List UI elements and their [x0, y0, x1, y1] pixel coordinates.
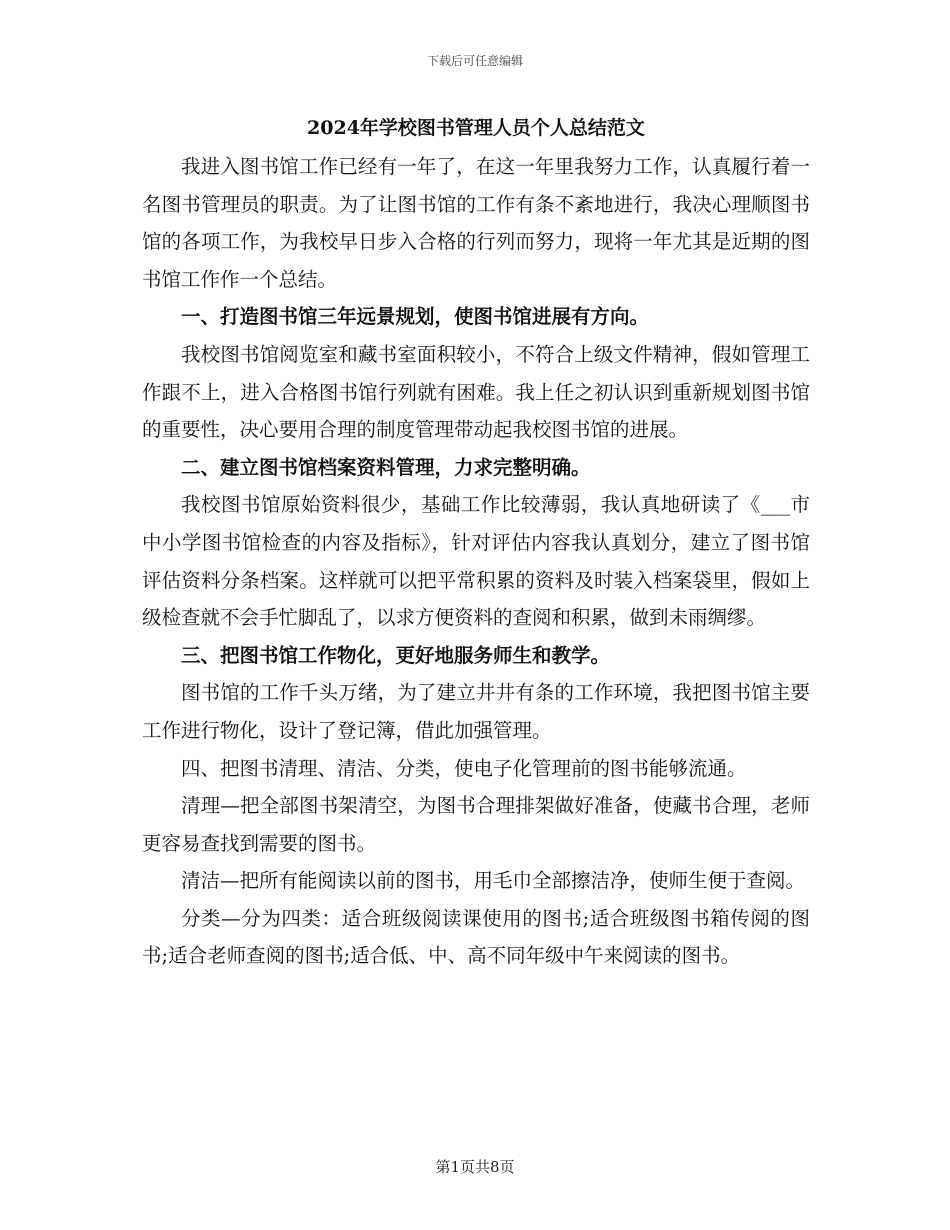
paragraph-cleaning: 清洁—把所有能阅读以前的图书，用毛巾全部擦洁净，使师生便于查阅。 [181, 869, 806, 893]
page-number-footer: 第1页共8页 [435, 1158, 515, 1176]
document-body [142, 112, 810, 975]
header-note: 下载后可任意编辑 [426, 54, 523, 68]
paragraph-section-1: 我校图书馆阅览室和藏书室面积较小，不符合上级文件精神，假如管理工作跟不上，进入合格图书馆行列就有困难。我上任之初认识到重新规划图书馆的重要性，决心要用合理的制度管理带动起我校图书馆的进展。 [142, 342, 810, 442]
section-heading-4: 四、把图书清理、清洁、分类，使电子化管理前的图书能够流通。 [181, 756, 747, 780]
section-heading-2: 二、建立图书馆档案资料管理，力求完整明确。 [181, 455, 591, 479]
document-title: 2024年学校图书管理人员个人总结范文 [307, 117, 645, 139]
section-heading-1: 一、打造图书馆三年远景规划，使图书馆进展有方向。 [181, 305, 650, 329]
paragraph-cleanup: 清理—把全部图书架清空，为图书合理排架做好准备，使藏书合理，老师更容易查找到需要的图书。 [142, 794, 810, 855]
paragraph-section-2: 我校图书馆原始资料很少，基础工作比较薄弱，我认真地研读了《___市中小学图书馆检查的内容及指标》，针对评估内容我认真划分，建立了图书馆评估资料分条档案。这样就可以把平常积累的资料及时装入档案袋里，假如上级检查就不会手忙脚乱了，以求方便资料的查阅和积累，做到未雨绸缪。 [142, 493, 810, 630]
paragraph-classification: 分类—分为四类：适合班级阅读课使用的图书;适合班级图书箱传阅的图书;适合老师查阅的图书;适合低、中、高不同年级中午来阅读的图书。 [142, 906, 810, 968]
section-heading-3: 三、把图书馆工作物化，更好地服务师生和教学。 [181, 643, 611, 667]
paragraph-section-3: 图书馆的工作千头万绪，为了建立井井有条的工作环境，我把图书馆主要工作进行物化，设计了登记簿，借此加强管理。 [142, 681, 810, 742]
paragraph-intro: 我进入图书馆工作已经有一年了，在这一年里我努力工作，认真履行着一名图书管理员的职责。为了让图书馆的工作有条不紊地进行，我决心理顺图书馆的各项工作，为我校早日步入合格的行列而努力，现将一年尤其是近期的图书馆工作作一个总结。 [142, 155, 810, 291]
